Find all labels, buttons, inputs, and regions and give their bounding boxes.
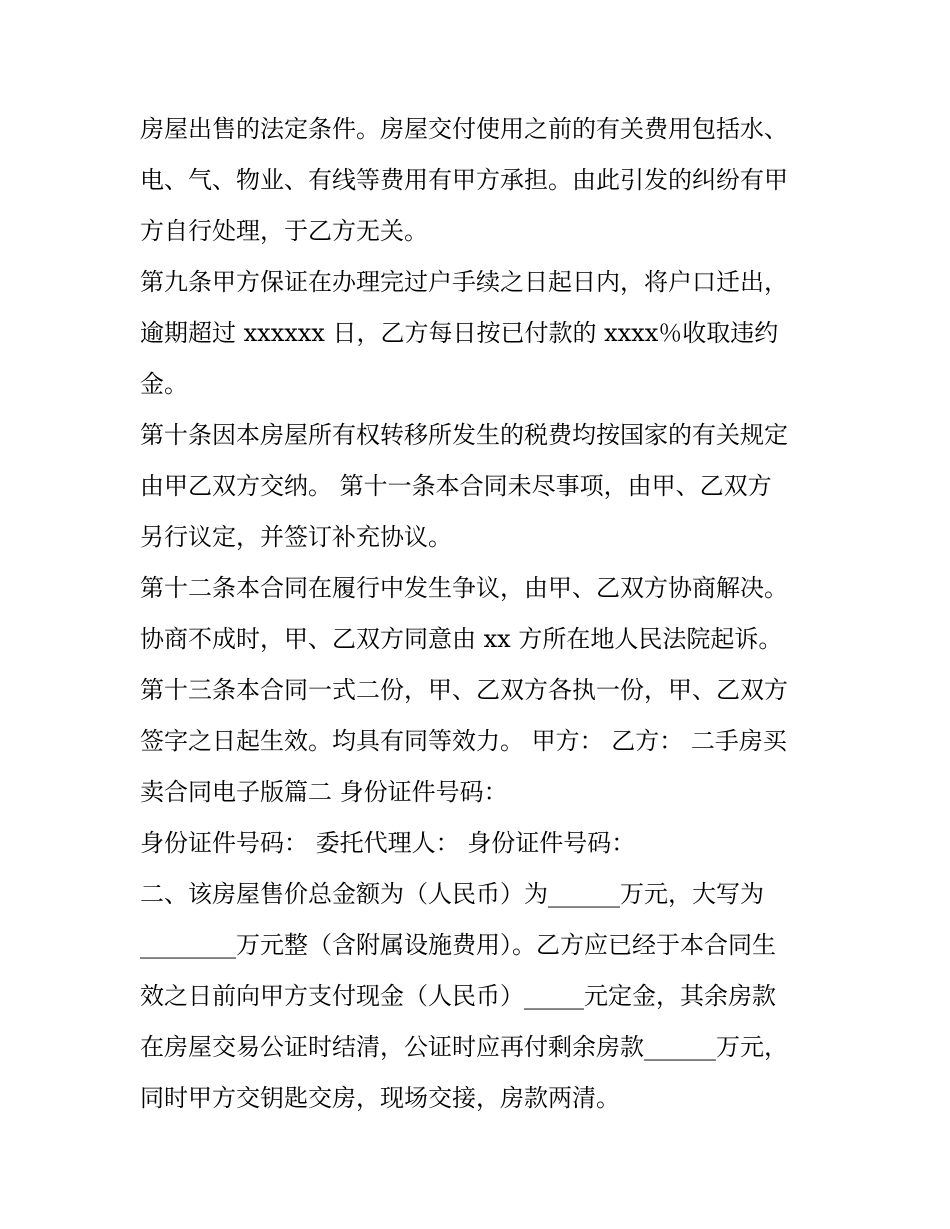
text-line: 第十条因本房屋所有权转移所发生的税费均按国家的有关规定 [140, 421, 788, 449]
text-line: 卖合同电子版篇二 身份证件号码： [140, 778, 508, 806]
text-line: 另行议定，并签订补充协议。 [140, 523, 452, 551]
text-line: 效之日前向甲方支付现金（人民币）_____元定金，其余房款 [140, 982, 776, 1010]
text-line: 第九条甲方保证在办理完过户手续之日起日内，将户口迁出， [140, 268, 788, 296]
text-line: 签字之日起生效。均具有同等效力。 甲方： 乙方： 二手房买 [140, 727, 787, 755]
text-line: 同时甲方交钥匙交房，现场交接，房款两清。 [140, 1084, 620, 1112]
contract-text [140, 104, 820, 1124]
text-line: 二、该房屋售价总金额为（人民币）为______万元，大写为 [140, 880, 764, 908]
text-line: 由甲乙双方交纳。 第十一条本合同未尽事项，由甲、乙双方 [140, 472, 772, 500]
text-line: 第十三条本合同一式二份，甲、乙双方各执一份，甲、乙双方 [140, 676, 788, 704]
text-line: 在房屋交易公证时结清，公证时应再付剩余房款______万元， [140, 1033, 788, 1061]
text-line: 协商不成时，甲、乙双方同意由 xx 方所在地人民法院起诉。 [140, 625, 783, 653]
text-line: 第十二条本合同在履行中发生争议，由甲、乙双方协商解决。 [140, 574, 788, 602]
text-line: 逾期超过 xxxxxx 日，乙方每日按已付款的 xxxx％收取违约 [140, 319, 779, 347]
text-line: 房屋出售的法定条件。房屋交付使用之前的有关费用包括水、 [140, 115, 788, 143]
text-line: 电、气、物业、有线等费用有甲方承担。由此引发的纠纷有甲 [140, 166, 788, 194]
text-line: 身份证件号码： 委托代理人： 身份证件号码： [140, 829, 636, 857]
text-line: 金。 [140, 370, 188, 398]
text-line: 方自行处理，于乙方无关。 [140, 217, 428, 245]
text-line: ________万元整（含附属设施费用）。乙方应已经于本合同生 [140, 931, 776, 959]
